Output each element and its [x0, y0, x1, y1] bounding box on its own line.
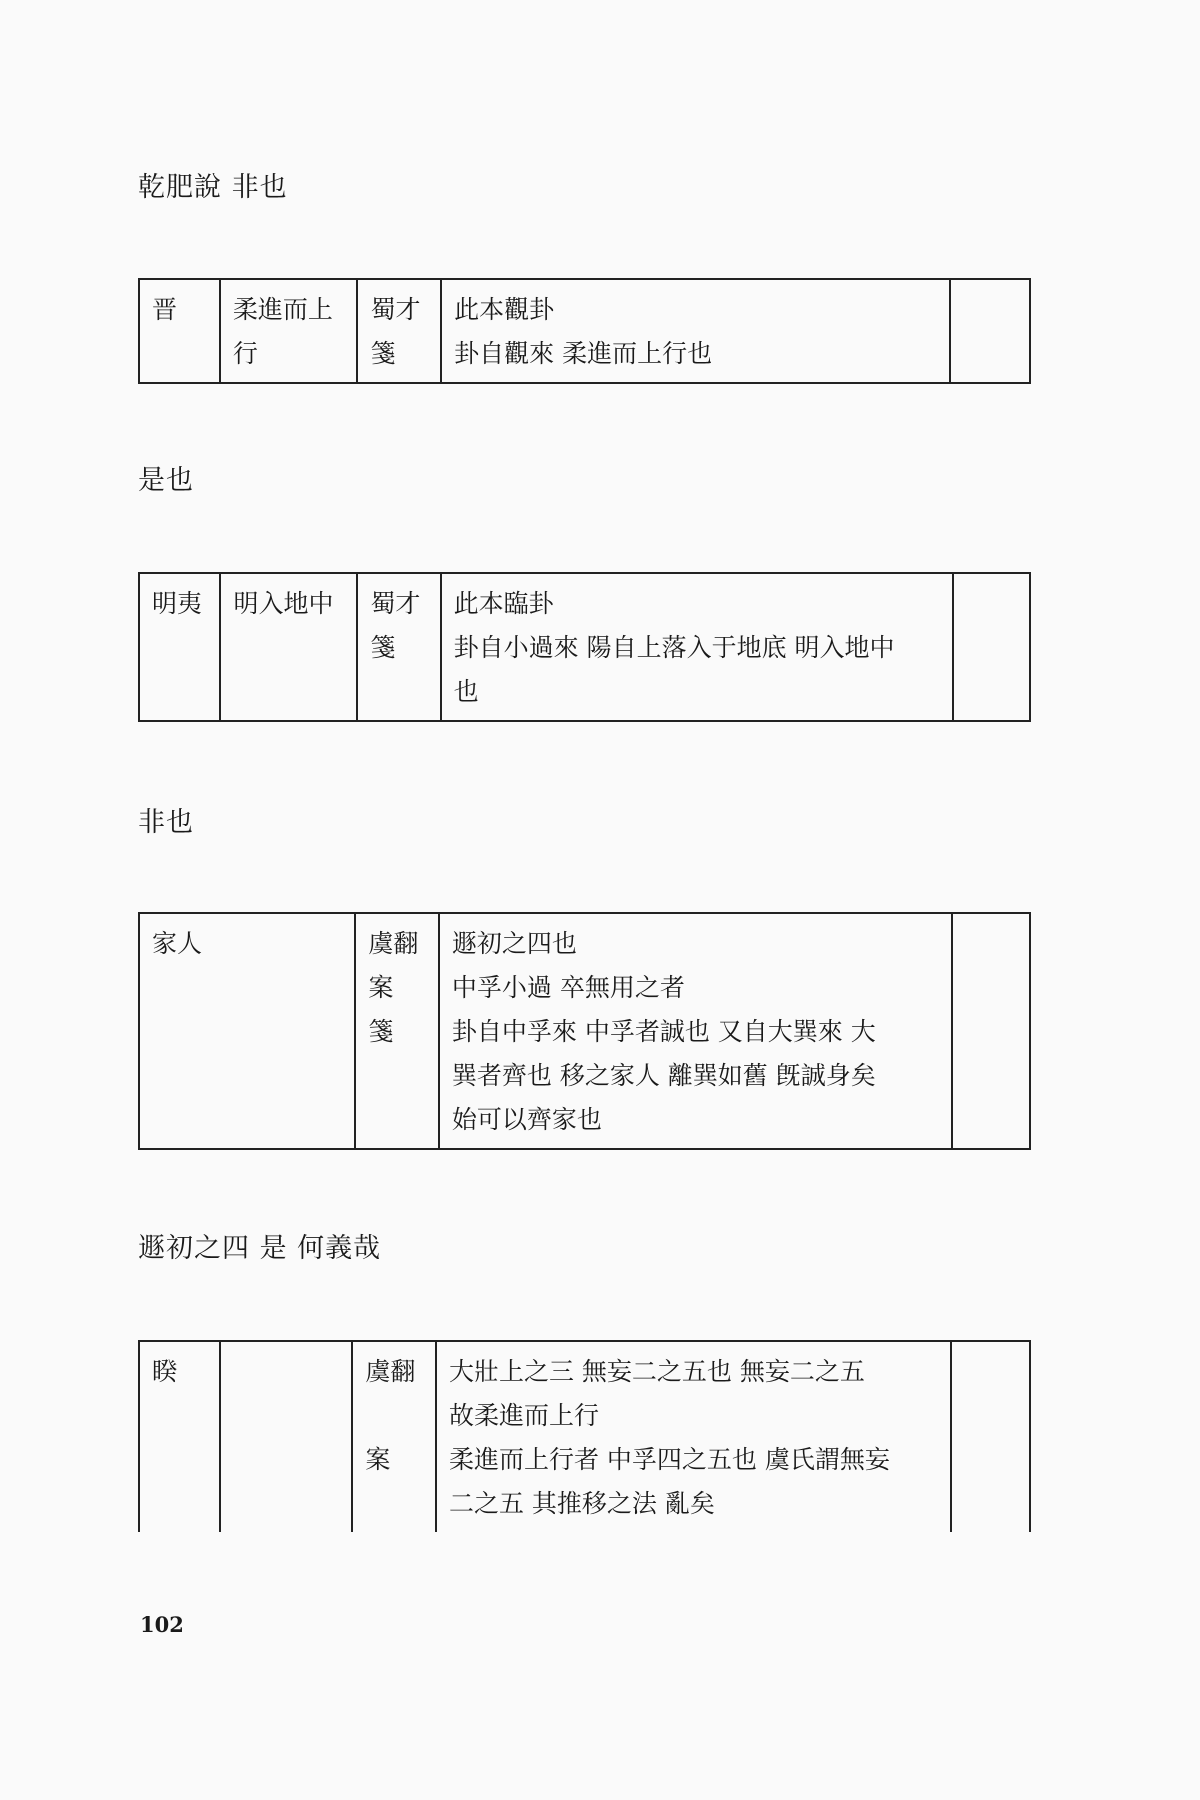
section-heading-4: 遯初之四 是 何義哉 [138, 1233, 382, 1264]
phrase-cell [220, 1341, 353, 1532]
source-cell [357, 279, 441, 383]
source-line: 案 [365, 1445, 391, 1474]
commentary-cell [441, 279, 950, 383]
commentary-line: 此本臨卦 [453, 589, 554, 618]
commentary-line: 中孚小過 卒無用之者 [451, 973, 685, 1002]
source-cell [352, 1341, 436, 1532]
commentary-cell [436, 1341, 951, 1532]
commentary-line: 巽者齊也 移之家人 離巽如舊 旣誠身矣 [451, 1061, 876, 1090]
commentary-line: 柔進而上行者 中孚四之五也 虞氏謂無妄 [448, 1445, 890, 1474]
table-row [139, 573, 1030, 721]
phrase-line: 行 [232, 339, 258, 368]
entry-table-jin [138, 278, 1031, 384]
commentary-cell [439, 913, 952, 1149]
source-line: 虞翻 [365, 1357, 416, 1386]
commentary-line: 始可以齊家也 [451, 1105, 602, 1134]
page-number: 102 [140, 1612, 184, 1637]
phrase-line: 柔進而上 [232, 295, 333, 324]
commentary-line: 此本觀卦 [454, 295, 555, 324]
source-line: 箋 [370, 633, 396, 662]
hexagram-name: 明夷 [152, 589, 203, 618]
phrase-line: 明入地中 [233, 589, 334, 618]
source-line: 案 [368, 973, 394, 1002]
blank-cell [950, 279, 1030, 383]
table-row [139, 1341, 1030, 1532]
commentary-cell [441, 573, 953, 721]
commentary-line: 卦自小過來 陽自上落入于地底 明入地中 [453, 633, 895, 662]
section-heading-3: 非也 [138, 807, 194, 838]
source-line: 蜀才 [370, 589, 421, 618]
source-cell [355, 913, 438, 1149]
hexagram-name-cell [139, 573, 220, 721]
source-line: 箋 [370, 339, 396, 368]
section-heading-1: 乾肥說 非也 [138, 172, 288, 203]
commentary-line: 也 [453, 677, 479, 706]
commentary-line: 卦自中孚來 中孚者誠也 又自大巽來 大 [451, 1017, 876, 1046]
entry-table-mingyi [138, 572, 1031, 722]
section-heading-2: 是也 [138, 465, 194, 496]
phrase-cell [220, 573, 357, 721]
hexagram-name: 晋 [152, 295, 178, 324]
hexagram-name-cell [139, 913, 355, 1149]
blank-cell [952, 913, 1030, 1149]
table-row [139, 279, 1030, 383]
commentary-line: 卦自觀來 柔進而上行也 [454, 339, 713, 368]
entry-table-jiaren [138, 912, 1031, 1150]
hexagram-name: 睽 [152, 1357, 178, 1386]
phrase-cell [220, 279, 358, 383]
source-cell [357, 573, 440, 721]
table-row [139, 913, 1030, 1149]
hexagram-name-cell [139, 1341, 220, 1532]
source-line: 蜀才 [370, 295, 421, 324]
entry-table-kui [138, 1340, 1031, 1532]
commentary-line: 大壯上之三 無妄二之五也 無妄二之五 [448, 1357, 865, 1386]
hexagram-name-cell [139, 279, 220, 383]
source-line: 箋 [368, 1017, 394, 1046]
source-line: 虞翻 [368, 929, 419, 958]
commentary-line: 遯初之四也 [451, 929, 577, 958]
blank-cell [951, 1341, 1030, 1532]
commentary-line: 二之五 其推移之法 亂矣 [448, 1489, 715, 1518]
hexagram-name: 家人 [152, 929, 203, 958]
blank-cell [953, 573, 1030, 721]
commentary-line: 故柔進而上行 [448, 1401, 599, 1430]
